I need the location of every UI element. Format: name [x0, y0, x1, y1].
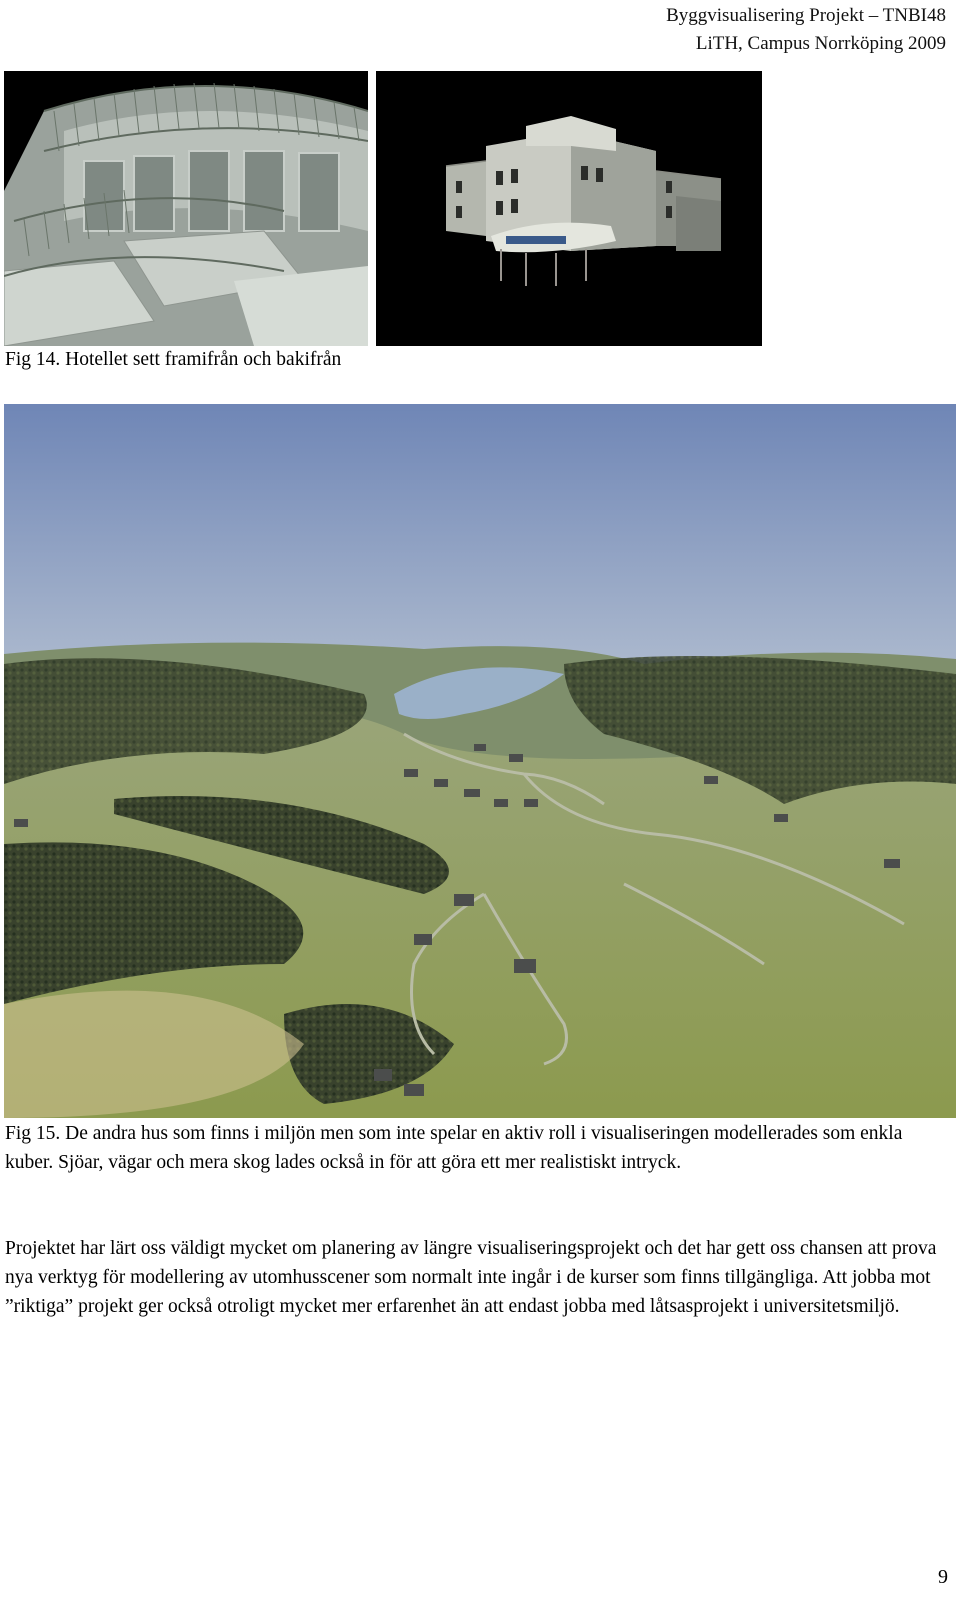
landscape-render — [4, 404, 956, 1118]
header-institution: LiTH, Campus Norrköping 2009 — [695, 33, 946, 54]
figure-15-caption: Fig 15. De andra hus som finns i miljön men som inte spelar en aktiv roll i visualiseringen modellerades som enkla kuber. Sjöar, vägar och mera skog lades också in för att göra ett mer realistiskt intryck. — [5, 1123, 903, 1173]
header-course: Byggvisualisering Projekt – TNBI48 — [666, 5, 946, 26]
figure-14-caption: Fig 14. Hotellet sett framifrån och bakifrån — [5, 349, 342, 370]
conclusion-paragraph: Projektet har lärt oss väldigt mycket om planering av längre visualiseringsprojekt och det har gett oss chansen att prova nya verktyg för modellering av utomhusscener som normalt inte ingår i de kurser som finns tillgängliga. Att jobba mot ”riktiga” projekt ger också otroligt mycket mer erfarenhet än att endast jobba med låtsasprojekt i universitetsmiljö. — [5, 1238, 937, 1317]
page-header — [666, 2, 946, 58]
hotel-front-render — [4, 71, 368, 346]
page-number: 9 — [938, 1566, 948, 1588]
hotel-back-render — [376, 71, 762, 346]
